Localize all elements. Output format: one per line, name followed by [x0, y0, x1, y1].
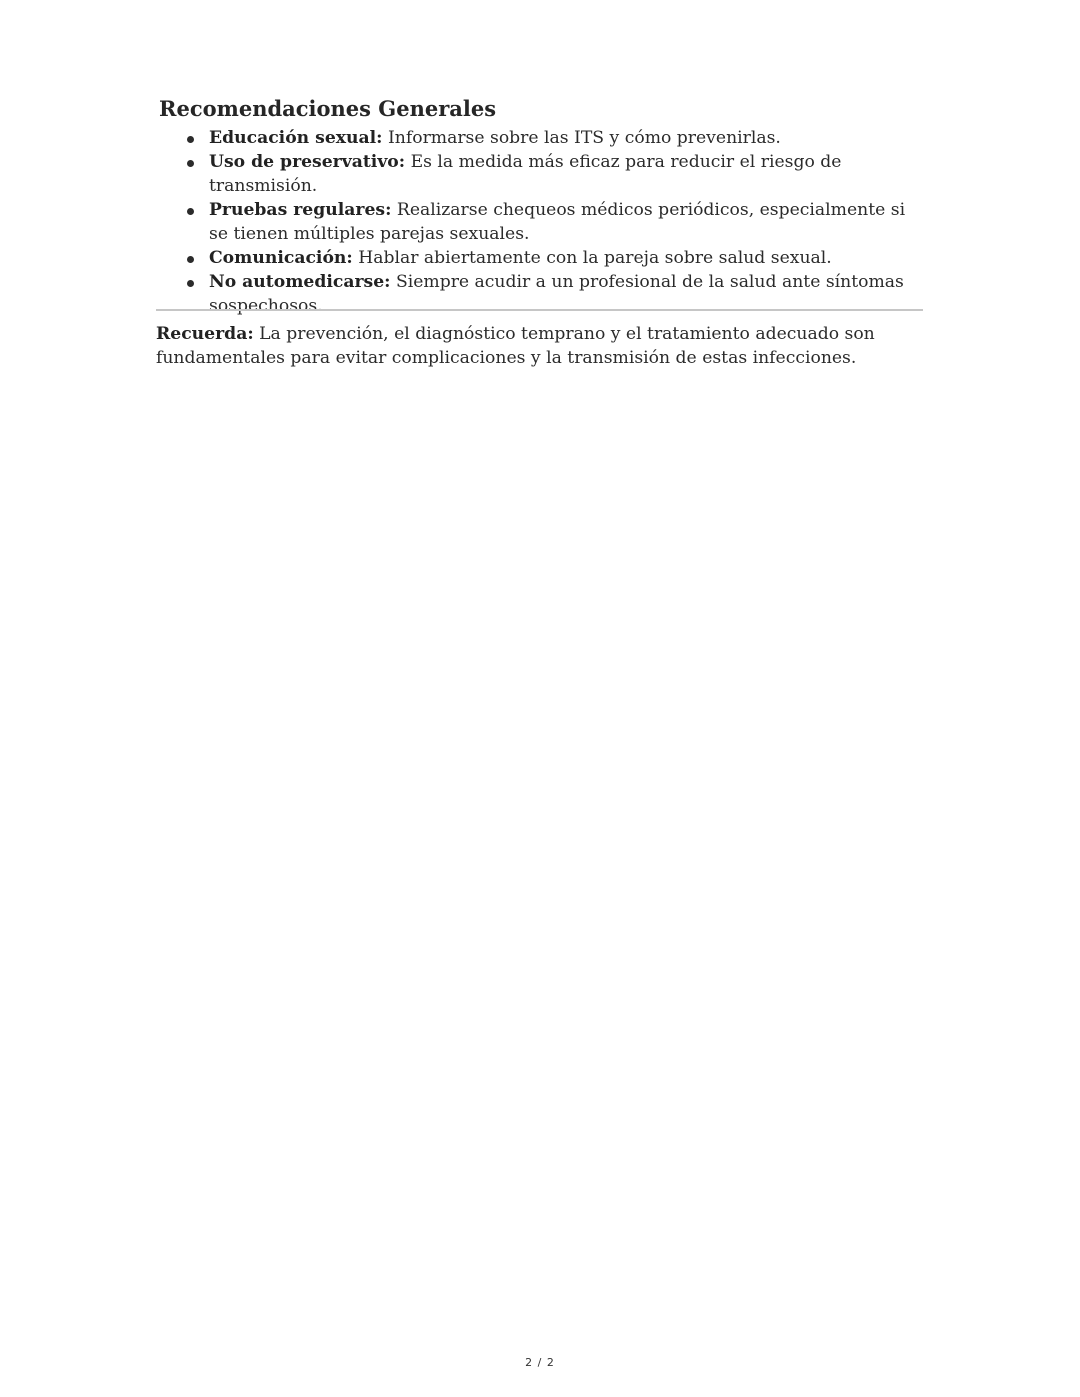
recommendation-term: Pruebas regulares:	[209, 200, 392, 220]
reminder-note	[156, 322, 926, 370]
list-item	[183, 126, 923, 150]
list-item	[183, 246, 923, 270]
reminder-text: La prevención, el diagnóstico temprano y el tratamiento adecuado son fundamentales para evitar complicaciones y la transmisión de estas infecciones.	[156, 324, 875, 368]
recommendation-term: Educación sexual:	[209, 128, 383, 148]
bullet-icon	[187, 280, 194, 287]
bullet-icon	[187, 136, 194, 143]
list-item	[183, 150, 923, 198]
recommendation-term: No automedicarse:	[209, 272, 391, 292]
recommendation-text: Siempre acudir a un profesional de la salud ante síntomas sospechosos.	[209, 272, 904, 316]
recommendation-text: Hablar abiertamente con la pareja sobre salud sexual.	[358, 248, 832, 268]
reminder-label: Recuerda:	[156, 324, 254, 344]
list-item	[183, 198, 923, 246]
bullet-icon	[187, 256, 194, 263]
recommendation-term: Comunicación:	[209, 248, 353, 268]
recommendation-text: Informarse sobre las ITS y cómo prevenirlas.	[388, 128, 781, 148]
section-title: Recomendaciones Generales	[159, 96, 497, 121]
bullet-icon	[187, 160, 194, 167]
horizontal-divider	[156, 309, 923, 311]
page-number: 2 / 2	[525, 1356, 555, 1369]
bullet-icon	[187, 208, 194, 215]
recommendation-term: Uso de preservativo:	[209, 152, 406, 172]
recommendation-text: Es la medida más eficaz para reducir el riesgo de transmisión.	[209, 152, 842, 196]
recommendation-text: Realizarse chequeos médicos periódicos, especialmente si se tienen múltiples parejas sexuales.	[209, 200, 906, 244]
recommendations-list	[183, 126, 923, 318]
